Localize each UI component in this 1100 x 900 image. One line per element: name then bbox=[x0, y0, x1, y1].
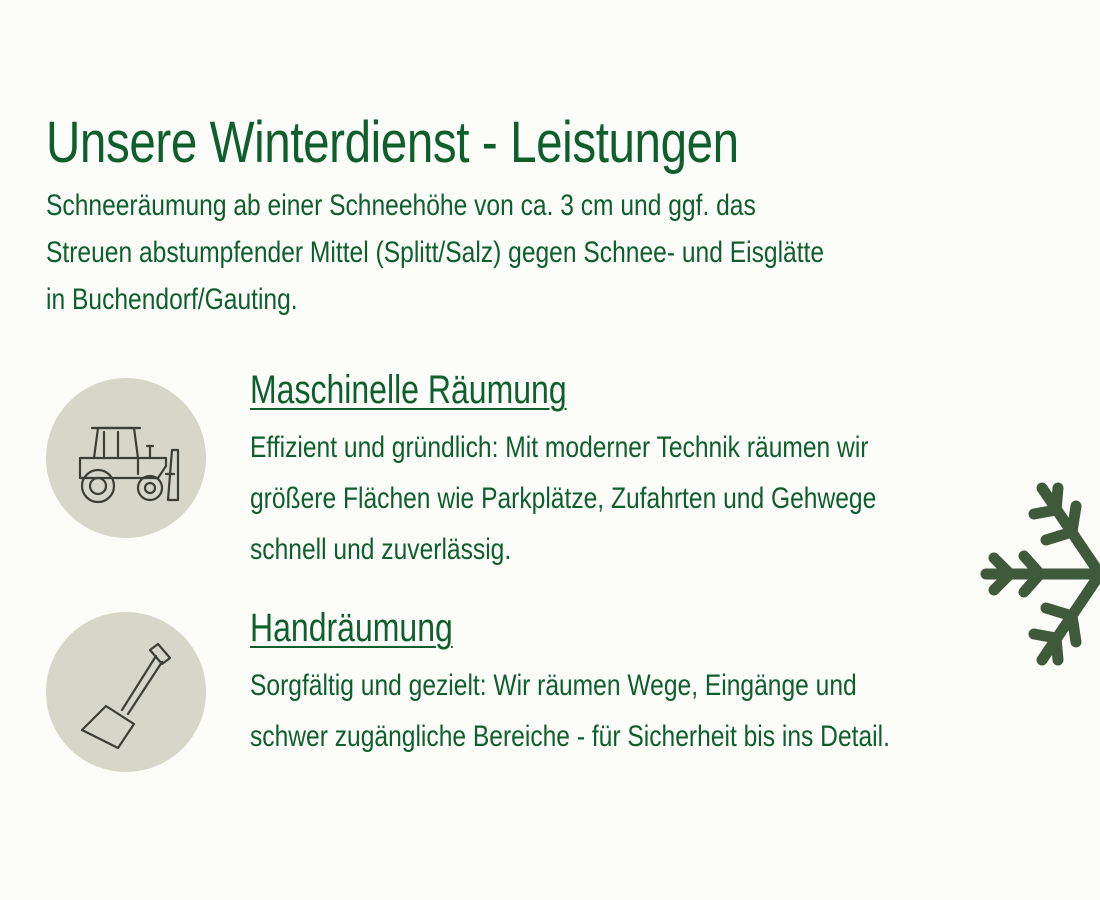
service-description-line: schnell und zuverlässig. bbox=[250, 533, 512, 566]
service-description-line: Effizient und gründlich: Mit moderner Technik räumen wir bbox=[250, 431, 869, 464]
service-title: Maschinelle Räumung bbox=[250, 368, 567, 412]
shovel-icon bbox=[46, 612, 206, 772]
service-description-line: schwer zugängliche Bereiche - für Sicherheit bis ins Detail. bbox=[250, 720, 890, 753]
service-description-line: Sorgfältig und gezielt: Wir räumen Wege, Eingänge und bbox=[250, 669, 857, 702]
snowflake-icon bbox=[972, 470, 1100, 675]
service-title: Handräumung bbox=[250, 606, 453, 650]
service-description bbox=[250, 660, 1070, 762]
intro-line: Streuen abstumpfender Mittel (Splitt/Salz) gegen Schnee- und Eisglätte bbox=[46, 236, 825, 269]
tractor-icon bbox=[46, 378, 206, 538]
intro-line: Schneeräumung ab einer Schneehöhe von ca. 3 cm und ggf. das bbox=[46, 189, 756, 222]
service-description bbox=[250, 422, 1070, 575]
service-description-line: größere Flächen wie Parkplätze, Zufahrten und Gehwege bbox=[250, 482, 877, 515]
intro-line: in Buchendorf/Gauting. bbox=[46, 283, 298, 316]
intro-text bbox=[46, 182, 1046, 323]
page-title: Unsere Winterdienst - Leistungen bbox=[46, 110, 739, 175]
